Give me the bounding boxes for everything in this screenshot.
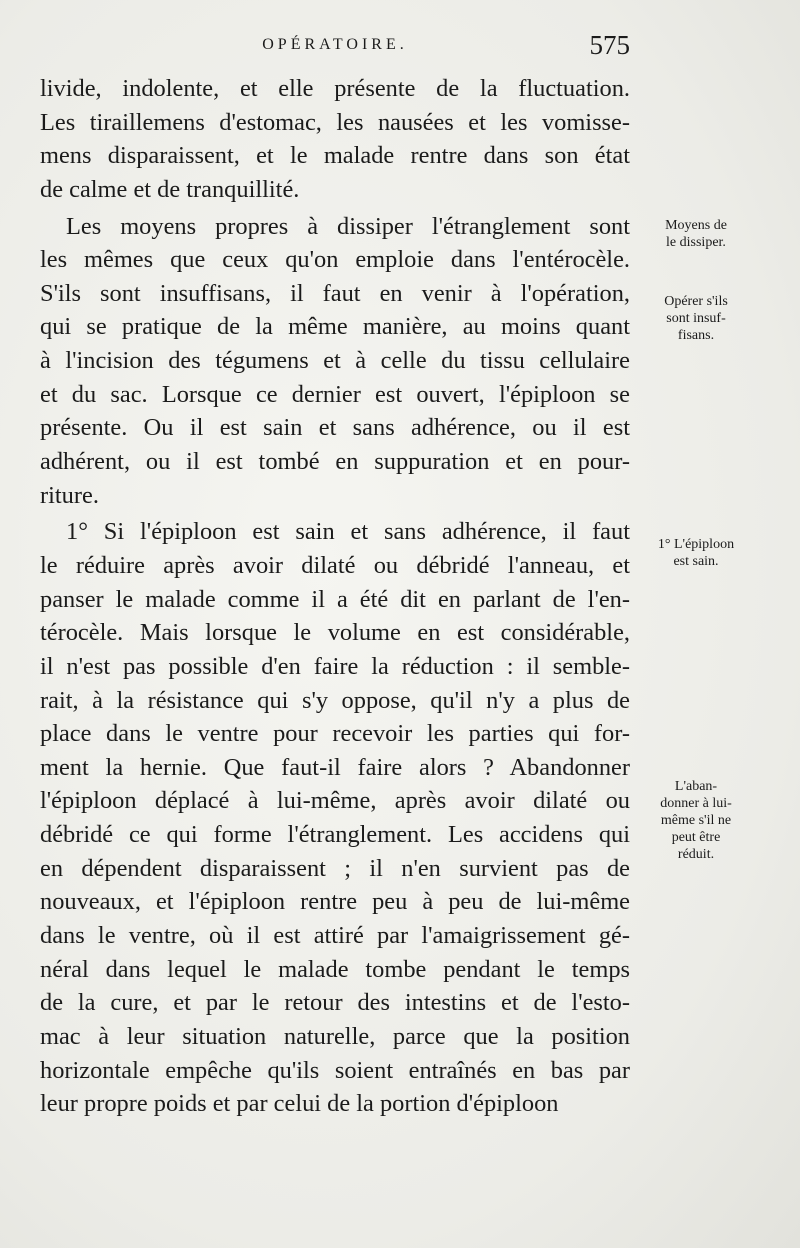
text-line: dans le ventre, où il est attiré par l'amaigrissement gé- — [40, 922, 630, 950]
margin-note — [640, 217, 752, 251]
margin-note-line: Opérer s'ils — [664, 294, 728, 309]
margin-note-line: même s'il ne — [660, 813, 732, 828]
text-line: il n'est pas possible d'en faire la réduction : il semble- — [40, 652, 630, 680]
page-header — [40, 30, 630, 62]
margin-note — [640, 293, 752, 344]
text-line: ment la hernie. Que faut-il faire alors ? Abandonner — [40, 753, 630, 781]
text-line: S'ils sont insuffisans, il faut en venir à l'opération, — [40, 279, 630, 307]
text-line: qui se pratique de la même manière, au moins quant — [40, 313, 630, 341]
text-line: les mêmes que ceux qu'on emploie dans l'entérocèle. — [40, 246, 630, 274]
margin-note-line: est sain. — [673, 554, 719, 569]
text-line: le réduire après avoir dilaté ou débridé l'anneau, et — [40, 551, 630, 579]
text-line: horizontale empêche qu'ils soient entraînés en bas par — [40, 1056, 630, 1084]
margin-note-line: L'aban- — [674, 779, 718, 794]
margin-note — [636, 778, 756, 863]
margin-note-line: peut être — [671, 830, 721, 845]
text-line: livide, indolente, et elle présente de la fluctuation. — [40, 75, 630, 102]
running-head: OPÉRATOIRE. — [262, 36, 408, 53]
text-line: rait, à la résistance qui s'y oppose, qu'il n'y a plus de — [40, 686, 630, 714]
margin-note — [634, 536, 758, 570]
text-line: Les tiraillemens d'estomac, les nausées et les vomisse- — [40, 108, 630, 136]
text-line: 1° Si l'épiploon est sain et sans adhérence, il faut — [66, 518, 630, 546]
text-line: riture. — [40, 481, 99, 509]
page-number: 575 — [589, 30, 630, 60]
margin-note-line: donner à lui- — [660, 796, 732, 811]
text-line: débridé ce qui forme l'étranglement. Les accidens qui — [40, 821, 630, 849]
text-line: de la cure, et par le retour des intestins et de l'esto- — [40, 989, 630, 1017]
text-line: de calme et de tranquillité. — [40, 175, 300, 203]
text-line: présente. Ou il est sain et sans adhérence, ou il est — [40, 414, 630, 442]
text-line: térocèle. Mais lorsque le volume en est considérable, — [40, 619, 630, 647]
text-line: en dépendent disparaissent ; il n'en survient pas de — [40, 854, 630, 882]
body-text — [40, 72, 630, 1121]
margin-note-line: le dissiper. — [666, 235, 726, 250]
margin-note-line: Moyens de — [665, 218, 727, 233]
margin-note-line: sont insuf- — [666, 311, 726, 326]
text-line: et du sac. Lorsque ce dernier est ouvert, l'épiploon se — [40, 380, 630, 408]
text-line: l'épiploon déplacé à lui-même, après avoir dilaté ou — [40, 787, 630, 815]
text-line: Les moyens propres à dissiper l'étranglement sont — [66, 212, 630, 240]
text-line: mac à leur situation naturelle, parce que la position — [40, 1022, 630, 1050]
margin-note-line: 1° L'épiploon — [657, 537, 735, 552]
text-line: à l'incision des tégumens et à celle du tissu cellulaire — [40, 347, 630, 375]
text-line: nouveaux, et l'épiploon rentre peu à peu de lui-même — [40, 888, 630, 916]
text-line: panser le malade comme il a été dit en parlant de l'en- — [40, 585, 630, 613]
text-line: leur propre poids et par celui de la portion d'épiploon — [40, 1090, 559, 1118]
text-line: mens disparaissent, et le malade rentre dans son état — [40, 142, 630, 170]
text-line: néral dans lequel le malade tombe pendant le temps — [40, 955, 630, 983]
text-line: place dans le ventre pour recevoir les parties qui for- — [40, 720, 630, 748]
text-line: adhérent, ou il est tombé en suppuration et en pour- — [40, 448, 630, 476]
margin-note-line: réduit. — [677, 847, 715, 862]
margin-note-line: fisans. — [677, 328, 715, 343]
